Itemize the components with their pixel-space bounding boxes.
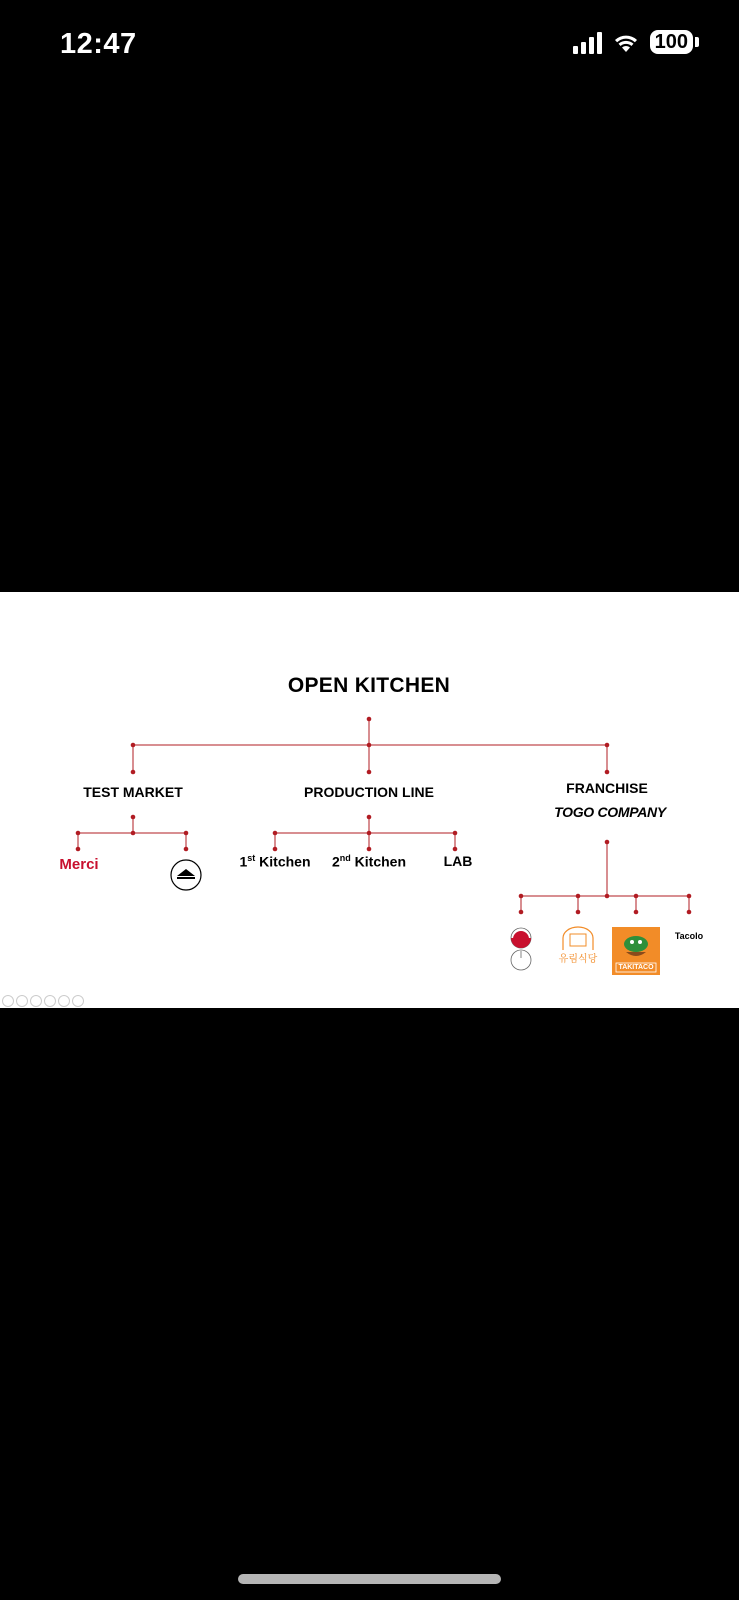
production-line-label: PRODUCTION LINE — [304, 784, 434, 800]
status-time: 12:47 — [60, 28, 137, 60]
prev-slide-icon[interactable] — [2, 995, 14, 1007]
first-kitchen-label: 1st Kitchen — [239, 853, 311, 870]
yurim-restaurant-label: 유림식당 — [558, 954, 598, 965]
second-kitchen-label: 2nd Kitchen — [331, 853, 407, 870]
merci-logo: Merci — [59, 856, 99, 873]
wine-void-logo — [510, 924, 532, 977]
takitaco-logo — [612, 927, 660, 975]
takitaco-label: TAKITACO — [618, 964, 654, 971]
org-chart-slide — [0, 592, 739, 1008]
slide-controls[interactable] — [2, 995, 84, 1007]
grid-icon[interactable] — [44, 995, 56, 1007]
cellular-signal-icon — [573, 30, 602, 54]
yurim-restaurant-logo — [558, 926, 598, 965]
more-icon[interactable] — [72, 995, 84, 1007]
tacolo-label: Tacolo — [674, 931, 704, 941]
pen-icon[interactable] — [30, 995, 42, 1007]
lab-label: LAB — [443, 853, 473, 869]
wifi-icon — [612, 31, 640, 53]
play-icon[interactable] — [16, 995, 28, 1007]
franchise-label: FRANCHISE — [566, 780, 648, 796]
battery-level: 100 — [650, 30, 693, 54]
battery-icon — [650, 30, 699, 54]
zoom-icon[interactable] — [58, 995, 70, 1007]
test-market-label: TEST MARKET — [83, 784, 183, 800]
casa-merci-logo — [170, 859, 202, 896]
home-indicator[interactable] — [238, 1574, 501, 1584]
togo-company-label: TOGO COMPANY — [554, 804, 666, 820]
chart-title: OPEN KITCHEN — [287, 674, 451, 697]
status-icons — [573, 30, 699, 54]
